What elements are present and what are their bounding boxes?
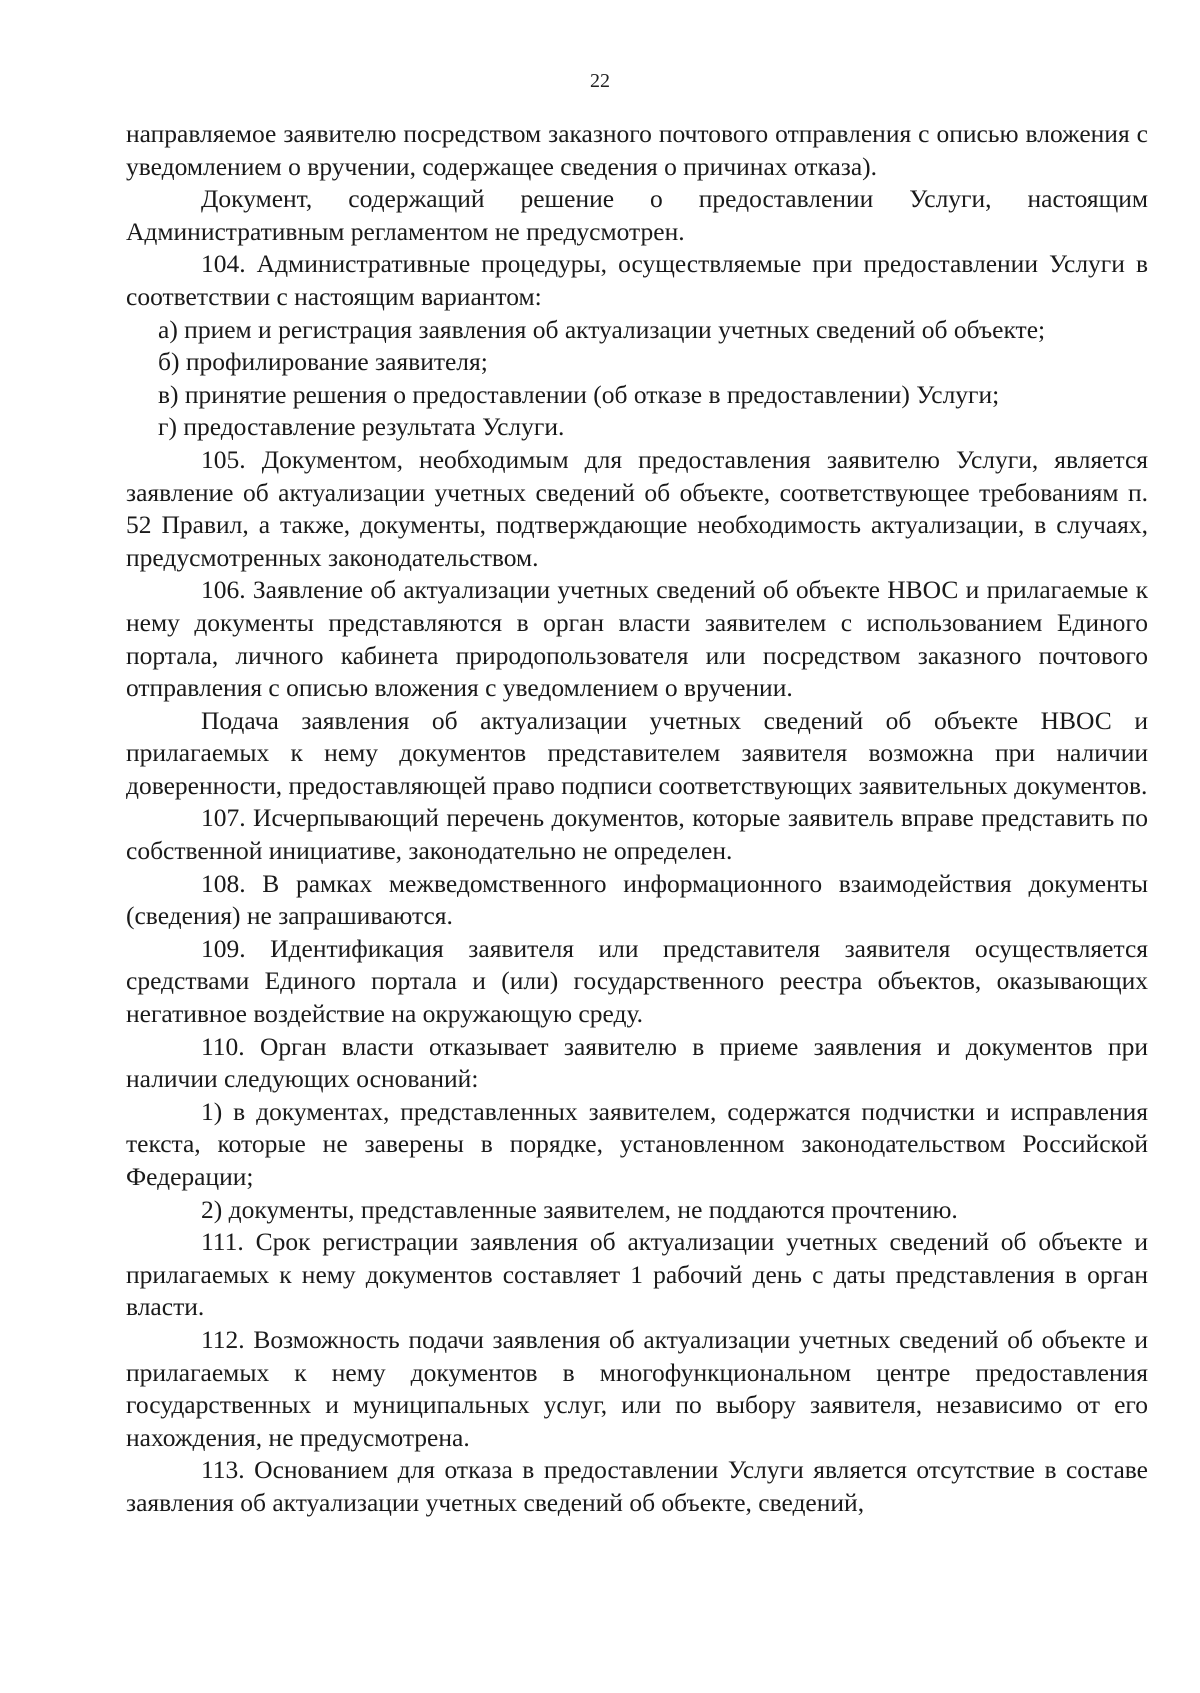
paragraph: 104. Административные процедуры, осуществляемые при предоставлении Услуги в соответствии с настоящим вариантом:: [126, 249, 1148, 311]
list-item: в) принятие решения о предоставлении (об отказе в предоставлении) Услуги;: [158, 379, 1000, 409]
paragraph: 1) в документах, представленных заявителем, содержатся подчистки и исправления текста, которые не заверены в порядке, установленном законодательством Российской Федерации;: [126, 1096, 1148, 1191]
paragraph: 108. В рамках межведомственного информационного взаимодействия документы (сведения) не запрашиваются.: [126, 868, 1148, 931]
paragraph: 113. Основанием для отказа в предоставлении Услуги является отсутствие в составе заявления об актуализации учетных сведений об объекте, сведений,: [126, 1455, 1148, 1517]
paragraph: 109. Идентификация заявителя или представителя заявителя осуществляется средствами Единого портала и (или) государственного реестра объектов, оказывающих негативное воздействие на окружающую среду.: [126, 933, 1148, 1029]
paragraph: 107. Исчерпывающий перечень документов, которые заявитель вправе представить по собственной инициативе, законодательно не определен.: [126, 803, 1148, 866]
paragraph: Подача заявления об актуализации учетных сведений об объекте НВОС и прилагаемых к нему документов представителем заявителя возможна при наличии доверенности, предоставляющей право подписи соответствующих заявительных документов.: [126, 705, 1148, 800]
page-number: 22: [590, 70, 610, 92]
list-item: а) прием и регистрация заявления об актуализации учетных сведений об объекте;: [158, 314, 1046, 344]
paragraph: направляемое заявителю посредством заказного почтового отправления с описью вложения с уведомлением о вручении, содержащее сведения о причинах отказа).: [126, 119, 1148, 181]
paragraph: 2) документы, представленные заявителем, не поддаются прочтению.: [201, 1194, 958, 1224]
paragraph: 111. Срок регистрации заявления об актуализации учетных сведений об объекте и прилагаемых к нему документов составляет 1 рабочий день с даты представления в орган власти.: [126, 1227, 1148, 1322]
paragraph: 105. Документом, необходимым для предоставления заявителю Услуги, является заявление об актуализации учетных сведений об объекте, соответствующее требованиям п. 52 Правил, а также, документы, подтверждающие необходимость актуализации, в случаях, предусмотренных законодательством.: [126, 444, 1148, 572]
document-body: [126, 118, 1148, 1520]
paragraph: Документ, содержащий решение о предоставлении Услуги, настоящим Административным регламентом не предусмотрен.: [126, 184, 1148, 246]
paragraph: 110. Орган власти отказывает заявителю в приеме заявления и документов при наличии следующих оснований:: [126, 1031, 1148, 1094]
paragraph: 106. Заявление об актуализации учетных сведений об объекте НВОС и прилагаемые к нему документы представляются в орган власти заявителем с использованием Единого портала, личного кабинета природопользователя или посредством заказного почтового отправления с описью вложения с уведомлением о вручении.: [126, 575, 1148, 703]
list-item: г) предоставление результата Услуги.: [158, 412, 565, 442]
paragraph: 112. Возможность подачи заявления об актуализации учетных сведений об объекте и прилагаемых к нему документов в многофункциональном центре предоставления государственных и муниципальных услуг, или по выбору заявителя, независимо от его нахождения, не предусмотрена.: [126, 1324, 1148, 1452]
list-item: б) профилирование заявителя;: [158, 347, 488, 377]
